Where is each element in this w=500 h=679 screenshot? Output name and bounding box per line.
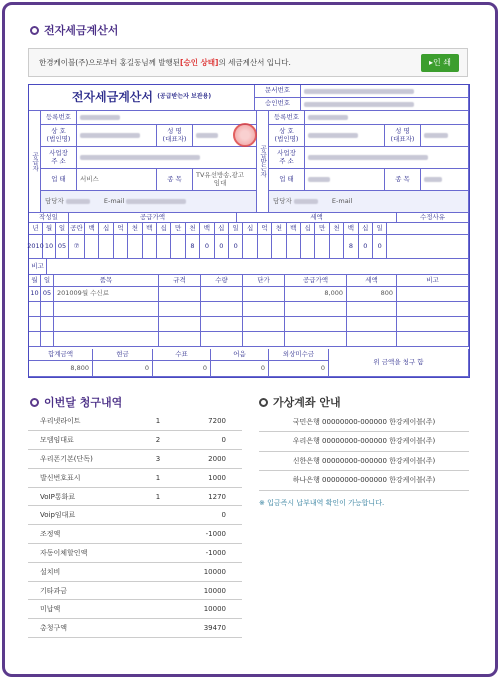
- supplier-contact-row: 담당자 E-mail: [41, 191, 257, 213]
- supply-digit: [171, 235, 185, 259]
- billing-qty: [138, 562, 178, 581]
- date-col-header: 월: [43, 223, 56, 235]
- item-cell: 8,000: [285, 287, 347, 302]
- item-cell: [41, 317, 54, 332]
- item-cell: [201, 302, 243, 317]
- tax-digit: 0: [373, 235, 387, 259]
- billing-row: [28, 487, 242, 506]
- buyer-rep-label: 성 명 (대표자): [385, 125, 421, 147]
- supply-digit-header: 천: [128, 223, 142, 235]
- billing-item: 조정액: [28, 525, 138, 544]
- billing-item: 자동이체할인액: [28, 544, 138, 563]
- virtual-account-text: 우리은행 00000000-000000 한강케이블(주): [259, 432, 469, 452]
- item-cell: [397, 302, 469, 317]
- tax-digit: [272, 235, 286, 259]
- supply-digit-header: 백: [143, 223, 157, 235]
- item-cell: [397, 317, 469, 332]
- status-notice: 한경케이블(주)으로부터 홍길동님께 발행된 [승인 상태] 의 세금계산서 입니다. ▸인 쇄: [28, 48, 468, 77]
- tax-digit-header: 십: [359, 223, 373, 235]
- billing-item: 모뎀임대료: [28, 431, 138, 450]
- supply-digit: [114, 235, 128, 259]
- supply-digit: [85, 235, 99, 259]
- billing-item: 기타과금: [28, 581, 138, 600]
- sum-header: 합계금액: [29, 349, 93, 361]
- item-cell: [159, 287, 201, 302]
- virtual-account-row: [259, 451, 469, 471]
- virtual-account-text: 하나은행 00000000-000000 한강케이블(주): [259, 471, 469, 491]
- supply-digit: [157, 235, 171, 259]
- buyer-company-label: 상 호 (법인명): [269, 125, 305, 147]
- tax-digit-header: 천: [272, 223, 286, 235]
- sum-value: 0: [153, 361, 211, 377]
- item-cell: [201, 287, 243, 302]
- billing-qty: [138, 600, 178, 619]
- supply-digit: [143, 235, 157, 259]
- item-cell: [159, 332, 201, 347]
- billing-item: 총청구액: [28, 619, 138, 638]
- item-col-header: 규격: [159, 275, 201, 287]
- item-cell: 05: [41, 287, 54, 302]
- billing-amount: 1000: [178, 468, 242, 487]
- tax-invoice: [28, 84, 470, 378]
- date-value: 05: [56, 235, 69, 259]
- billing-table: [28, 412, 242, 638]
- sum-value: 0: [93, 361, 153, 377]
- blank-value: ⑦: [69, 235, 85, 259]
- company-seal: [233, 123, 257, 147]
- sum-header: 현금: [93, 349, 153, 361]
- billing-amount: 0: [178, 506, 242, 525]
- tax-digit-header: 천: [330, 223, 344, 235]
- approval-no-value: [301, 98, 469, 111]
- tax-digit: [243, 235, 257, 259]
- bullet-icon: [30, 398, 39, 407]
- tax-digit: [301, 235, 315, 259]
- bullet-icon: [30, 26, 39, 35]
- supply-label: 공급가액: [69, 213, 237, 223]
- item-cell: [243, 287, 285, 302]
- item-col-header: 수량: [201, 275, 243, 287]
- tax-digit-header: 만: [315, 223, 329, 235]
- virtual-account-table: [259, 412, 469, 491]
- supplier-addr-label: 사업장 주 소: [41, 147, 77, 169]
- supplier-item-label: 종 목: [157, 169, 193, 191]
- claim-text: 위 금액을 청구 함: [329, 349, 469, 377]
- billing-amount: 10000: [178, 600, 242, 619]
- approval-no-label: 승인번호: [255, 98, 301, 111]
- supplier-label: 공급자: [29, 111, 41, 213]
- virtual-account-text: 국민은행 00000000-000000 한강케이블(주): [259, 412, 469, 432]
- billing-amount: 7200: [178, 412, 242, 431]
- tax-digit: [330, 235, 344, 259]
- tax-digit-header: 일: [373, 223, 387, 235]
- tax-digit-header: 백: [344, 223, 358, 235]
- supply-digit: [99, 235, 113, 259]
- item-cell: [243, 317, 285, 332]
- billing-row: [28, 544, 242, 563]
- supplier-reg-value: [77, 111, 257, 125]
- supply-digit: 0: [229, 235, 243, 259]
- billing-item: 발신번호표시: [28, 468, 138, 487]
- supply-digit-header: 억: [114, 223, 128, 235]
- note-value: [387, 235, 469, 259]
- billing-qty: [138, 581, 178, 600]
- item-cell: [285, 302, 347, 317]
- sum-value: 0: [211, 361, 269, 377]
- buyer-reg-value: [305, 111, 469, 125]
- item-cell: [54, 302, 159, 317]
- doc-no-value: [301, 85, 469, 98]
- remark-label: 비고: [29, 259, 47, 275]
- item-col-header: 공급가액: [285, 275, 347, 287]
- date-label: 작성일: [29, 213, 69, 223]
- tax-digit-header: 백: [287, 223, 301, 235]
- billing-row: [28, 562, 242, 581]
- item-cell: 10: [29, 287, 41, 302]
- supply-digit: 0: [215, 235, 229, 259]
- billing-qty: 3: [138, 450, 178, 469]
- billing-amount: 2000: [178, 450, 242, 469]
- billing-row: [28, 600, 242, 619]
- supplier-company-value: [77, 125, 157, 147]
- item-cell: [347, 317, 397, 332]
- tax-digit: [287, 235, 301, 259]
- item-col-header: 비고: [397, 275, 469, 287]
- item-cell: 800: [347, 287, 397, 302]
- page-title: 전자세금계산서: [30, 22, 118, 38]
- item-col-header: 월: [29, 275, 41, 287]
- billing-row: [28, 619, 242, 638]
- sum-value: 8,800: [29, 361, 93, 377]
- virtual-account-row: [259, 432, 469, 452]
- tax-digit: 0: [359, 235, 373, 259]
- supplier-biztype-label: 업 태: [41, 169, 77, 191]
- invoice-title: 전자세금계산서 (공급받는자 보관용): [29, 85, 255, 111]
- billing-row: [28, 506, 242, 525]
- billing-amount: 1270: [178, 487, 242, 506]
- buyer-contact-row: 담당자 E-mail: [269, 191, 469, 213]
- billing-qty: [138, 544, 178, 563]
- supply-digit-header: 백: [200, 223, 214, 235]
- buyer-rep-value: [421, 125, 469, 147]
- item-cell: [54, 317, 159, 332]
- buyer-item-value: [421, 169, 469, 191]
- note-label: 수정사유: [397, 213, 469, 223]
- billing-qty: 2: [138, 431, 178, 450]
- print-button[interactable]: ▸인 쇄: [421, 54, 459, 72]
- billing-qty: 1: [138, 412, 178, 431]
- sum-header: 외상미수금: [269, 349, 329, 361]
- buyer-biztype-label: 업 태: [269, 169, 305, 191]
- item-cell: [285, 317, 347, 332]
- item-col-header: 단가: [243, 275, 285, 287]
- item-cell: [41, 332, 54, 347]
- supplier-rep-label: 성 명 (대표자): [157, 125, 193, 147]
- buyer-item-label: 종 목: [385, 169, 421, 191]
- billing-amount: -1000: [178, 544, 242, 563]
- status-badge: [승인 상태]: [180, 58, 219, 67]
- billing-row: [28, 431, 242, 450]
- supply-digit-header: 십: [99, 223, 113, 235]
- item-col-header: 세액: [347, 275, 397, 287]
- billing-qty: 1: [138, 468, 178, 487]
- item-col-header: 품목: [54, 275, 159, 287]
- item-cell: [201, 317, 243, 332]
- item-cell: [29, 302, 41, 317]
- billing-item: 우리폰기본(단독): [28, 450, 138, 469]
- billing-row: [28, 581, 242, 600]
- supply-digit: [128, 235, 142, 259]
- item-cell: 201009월 수신료: [54, 287, 159, 302]
- billing-title: 이번달 청구내역: [30, 394, 122, 410]
- billing-qty: [138, 619, 178, 638]
- buyer-company-value: [305, 125, 385, 147]
- billing-row: [28, 525, 242, 544]
- item-cell: [159, 317, 201, 332]
- tax-digit-header: 억: [258, 223, 272, 235]
- virtual-account-row: [259, 471, 469, 491]
- billing-qty: [138, 525, 178, 544]
- item-cell: [397, 332, 469, 347]
- tax-digit-header: 십: [301, 223, 315, 235]
- tax-digit-header: 십: [243, 223, 257, 235]
- item-cell: [29, 317, 41, 332]
- tax-digit: [258, 235, 272, 259]
- item-cell: [243, 332, 285, 347]
- item-cell: [347, 302, 397, 317]
- supply-digit-header: 천: [186, 223, 200, 235]
- billing-item: 미납액: [28, 600, 138, 619]
- supply-digit-header: 만: [171, 223, 185, 235]
- date-value: 2010: [29, 235, 43, 259]
- date-col-header: 일: [56, 223, 69, 235]
- note-header-blank: [387, 223, 469, 235]
- billing-item: VoIP통화료: [28, 487, 138, 506]
- billing-amount: -1000: [178, 525, 242, 544]
- billing-qty: [138, 506, 178, 525]
- item-cell: [201, 332, 243, 347]
- item-cell: [397, 287, 469, 302]
- bullet-icon: [259, 398, 268, 407]
- billing-amount: 10000: [178, 562, 242, 581]
- item-col-header: 일: [41, 275, 54, 287]
- supplier-reg-label: 등록번호: [41, 111, 77, 125]
- supplier-item-value: TV유선방송,광고 임대: [193, 169, 257, 191]
- supplier-addr-value: [77, 147, 257, 169]
- item-cell: [159, 302, 201, 317]
- date-value: 10: [43, 235, 56, 259]
- item-cell: [243, 302, 285, 317]
- virtual-account-text: 신한은행 00000000-000000 한강케이블(주): [259, 451, 469, 471]
- supplier-biztype-value: 서비스: [77, 169, 157, 191]
- tax-digit: [315, 235, 329, 259]
- supply-digit: 8: [186, 235, 200, 259]
- tax-digit: 8: [344, 235, 358, 259]
- virtual-note: ※ 입금즉시 납부내역 확인이 가능합니다.: [259, 499, 385, 507]
- buyer-addr-value: [305, 147, 469, 169]
- item-cell: [347, 332, 397, 347]
- supplier-company-label: 상 호 (법인명): [41, 125, 77, 147]
- billing-item: Voip임대료: [28, 506, 138, 525]
- date-col-header: 년: [29, 223, 43, 235]
- buyer-reg-label: 등록번호: [269, 111, 305, 125]
- supply-digit-header: 백: [85, 223, 99, 235]
- billing-qty: 1: [138, 487, 178, 506]
- doc-no-label: 문서번호: [255, 85, 301, 98]
- virtual-title: 가상계좌 안내: [259, 394, 341, 410]
- buyer-addr-label: 사업장 주 소: [269, 147, 305, 169]
- item-cell: [41, 302, 54, 317]
- item-cell: [285, 332, 347, 347]
- item-cell: [54, 332, 159, 347]
- buyer-label: 공급받는자: [257, 111, 269, 213]
- supply-digit-header: 십: [215, 223, 229, 235]
- sum-header: 수표: [153, 349, 211, 361]
- virtual-account-row: [259, 412, 469, 432]
- billing-item: 설치비: [28, 562, 138, 581]
- supply-digit: 0: [200, 235, 214, 259]
- billing-row: [28, 412, 242, 431]
- remark-value: [47, 259, 469, 275]
- supply-digit-header: 십: [157, 223, 171, 235]
- billing-item: 우리넷라이트: [28, 412, 138, 431]
- billing-amount: 0: [178, 431, 242, 450]
- blank-header: 공란: [69, 223, 85, 235]
- tax-label: 세액: [237, 213, 397, 223]
- billing-amount: 10000: [178, 581, 242, 600]
- sum-header: 어음: [211, 349, 269, 361]
- billing-row: [28, 468, 242, 487]
- billing-row: [28, 450, 242, 469]
- sum-value: 0: [269, 361, 329, 377]
- item-cell: [29, 332, 41, 347]
- billing-amount: 39470: [178, 619, 242, 638]
- supply-digit-header: 일: [229, 223, 243, 235]
- buyer-biztype-value: [305, 169, 385, 191]
